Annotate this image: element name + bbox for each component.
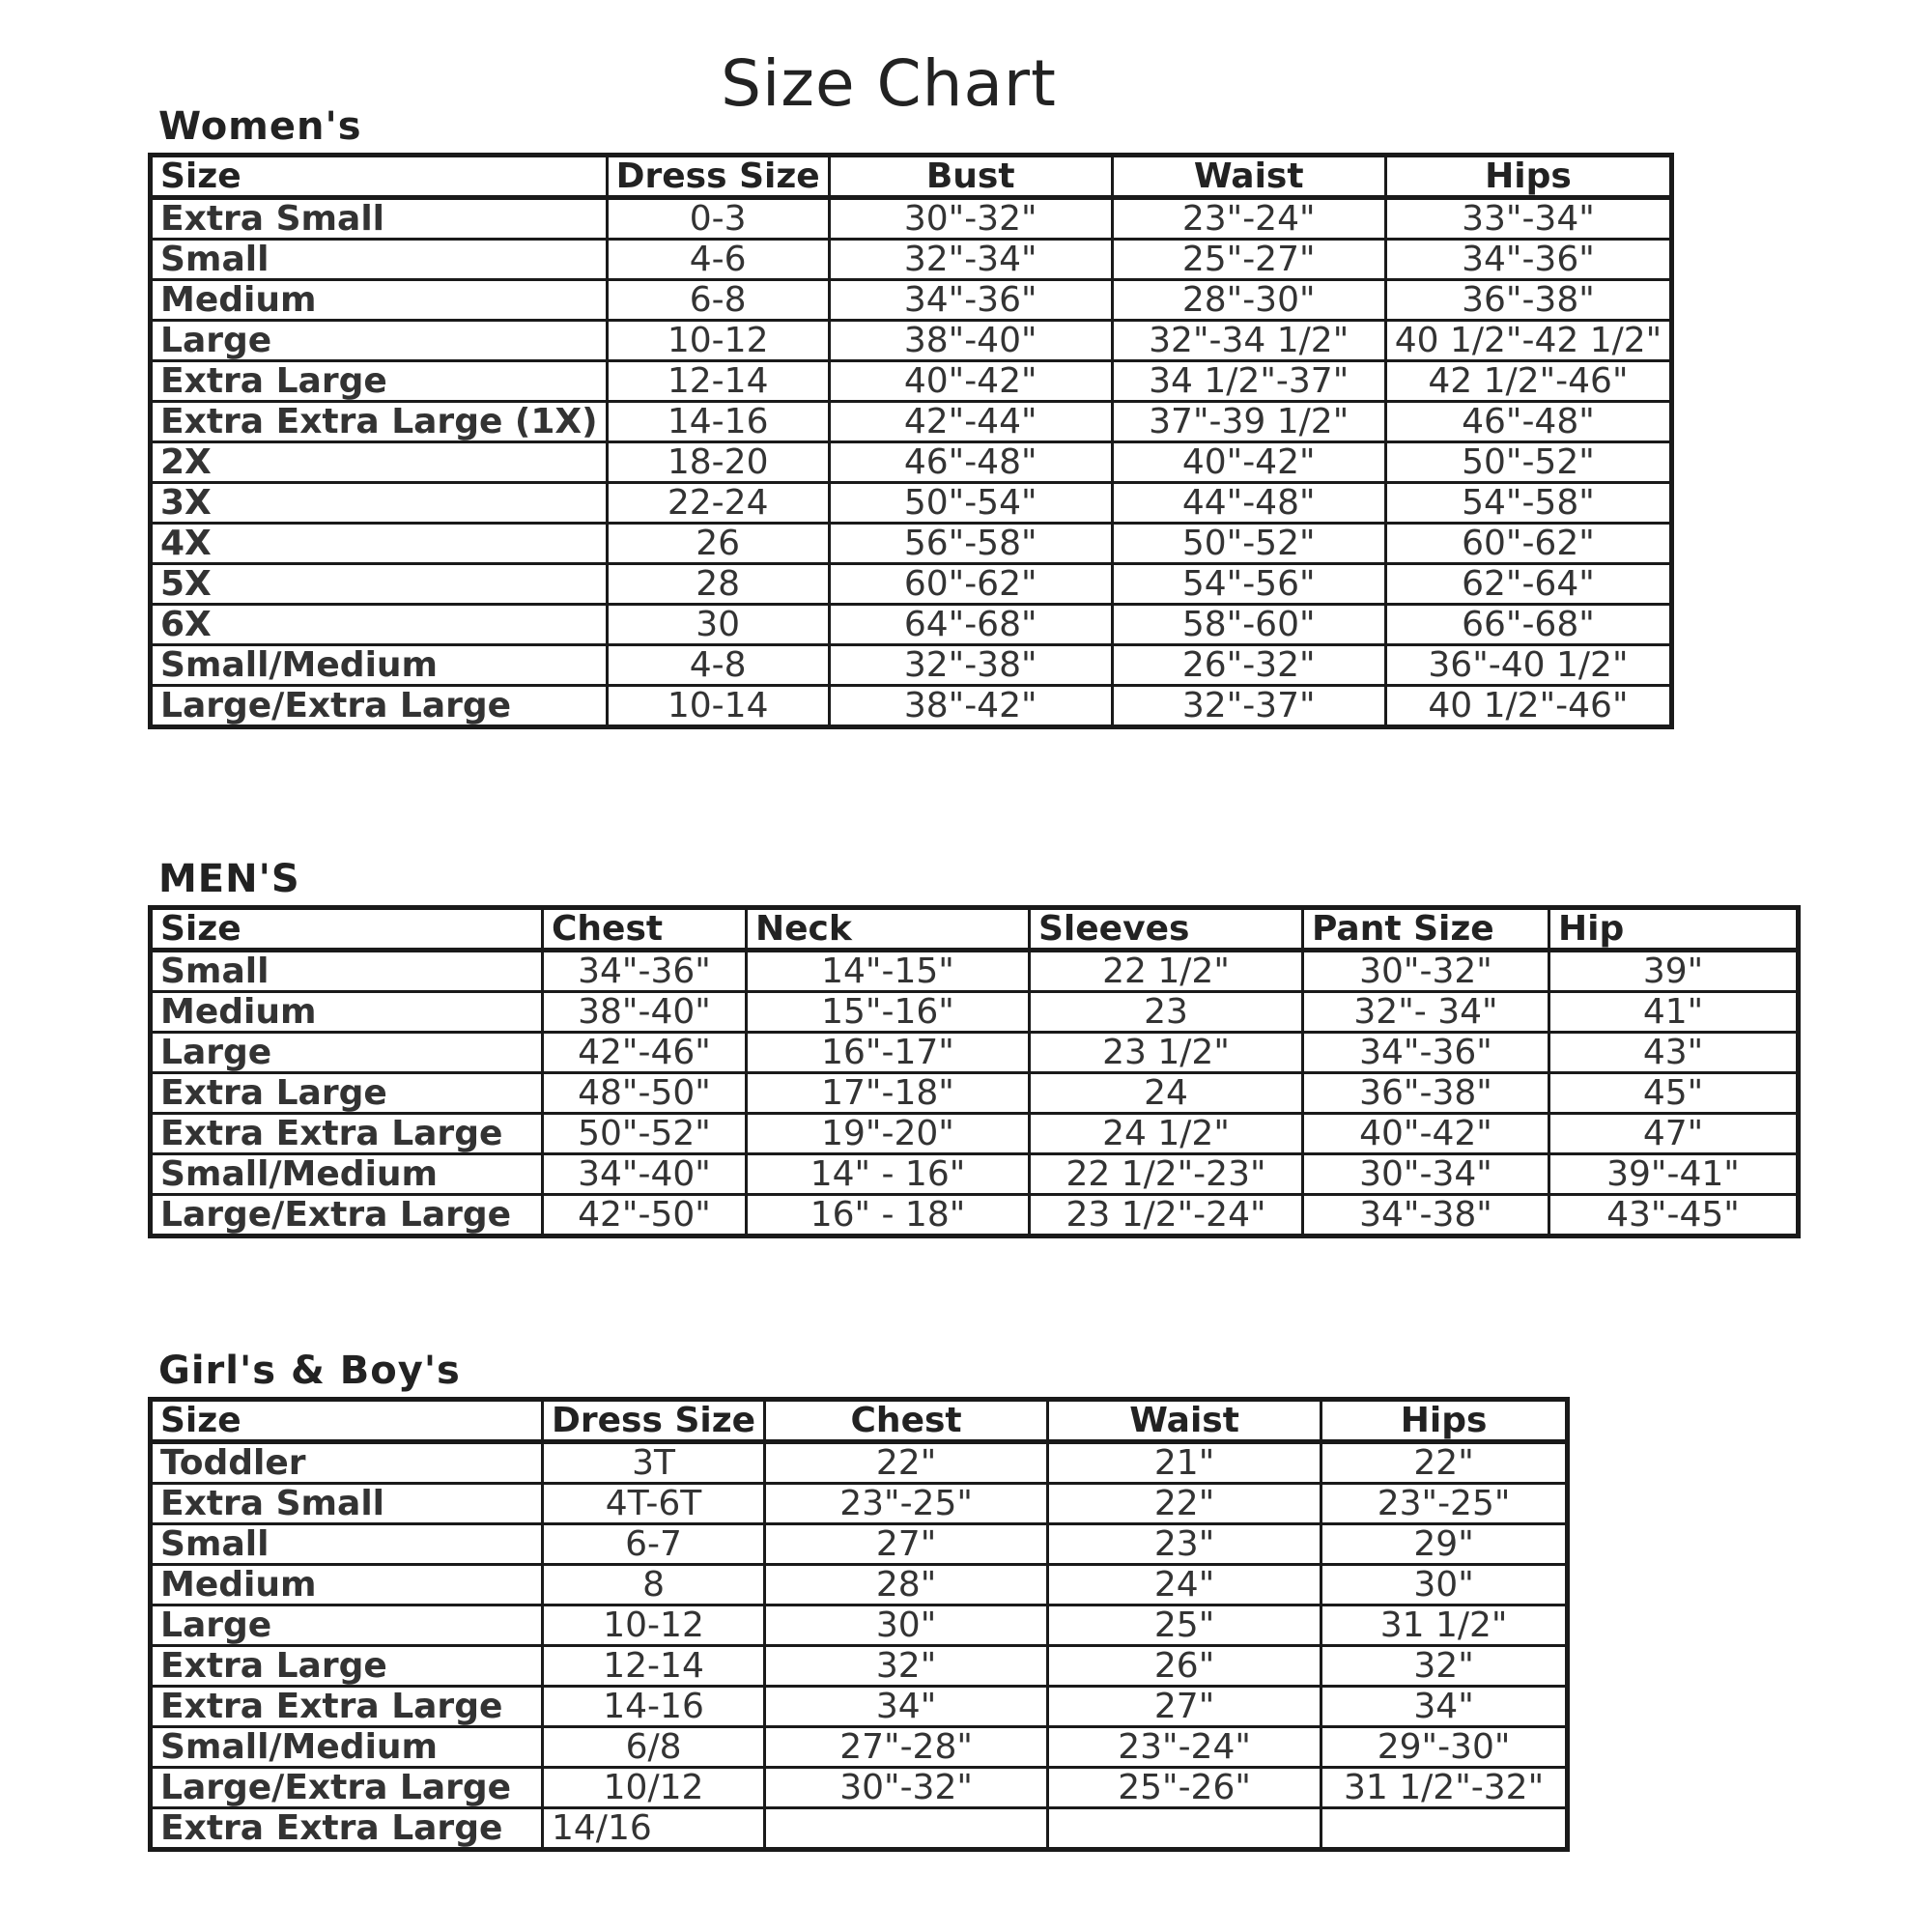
column-header: Waist bbox=[1112, 156, 1385, 198]
column-header: Dress Size bbox=[607, 156, 829, 198]
column-header: Size bbox=[151, 1400, 543, 1442]
measurement-cell: 30"-32" bbox=[829, 198, 1112, 240]
measurement-cell: 32"-34 1/2" bbox=[1112, 321, 1385, 361]
size-label-cell: Extra Large bbox=[151, 1073, 543, 1114]
measurement-cell: 40 1/2"-46" bbox=[1385, 686, 1672, 727]
measurement-cell: 12-14 bbox=[543, 1646, 765, 1687]
kids-size-table bbox=[148, 1397, 1570, 1852]
measurement-cell bbox=[765, 1808, 1048, 1850]
measurement-cell: 48"-50" bbox=[543, 1073, 747, 1114]
measurement-cell: 28" bbox=[765, 1565, 1048, 1605]
measurement-cell: 32"- 34" bbox=[1303, 992, 1549, 1033]
measurement-cell: 18-20 bbox=[607, 442, 829, 483]
womens-heading: Women's bbox=[158, 104, 362, 149]
size-label-cell: Large/Extra Large bbox=[151, 1768, 543, 1808]
measurement-cell: 36"-40 1/2" bbox=[1385, 645, 1672, 686]
size-label-cell: Extra Large bbox=[151, 1646, 543, 1687]
measurement-cell: 32"-34" bbox=[829, 240, 1112, 280]
measurement-cell: 10/12 bbox=[543, 1768, 765, 1808]
kids-heading: Girl's & Boy's bbox=[158, 1349, 461, 1393]
measurement-cell: 32"-38" bbox=[829, 645, 1112, 686]
table-row bbox=[151, 240, 1672, 280]
size-label-cell: Large bbox=[151, 321, 608, 361]
measurement-cell: 23"-25" bbox=[765, 1484, 1048, 1524]
measurement-cell: 23"-24" bbox=[1048, 1727, 1321, 1768]
measurement-cell: 14" - 16" bbox=[747, 1154, 1030, 1195]
table-row bbox=[151, 1114, 1799, 1154]
measurement-cell: 37"-39 1/2" bbox=[1112, 402, 1385, 442]
measurement-cell: 25" bbox=[1048, 1605, 1321, 1646]
measurement-cell: 23"-24" bbox=[1112, 198, 1385, 240]
measurement-cell: 4-8 bbox=[607, 645, 829, 686]
measurement-cell: 27" bbox=[1048, 1687, 1321, 1727]
measurement-cell: 42"-44" bbox=[829, 402, 1112, 442]
measurement-cell: 25"-27" bbox=[1112, 240, 1385, 280]
measurement-cell: 28"-30" bbox=[1112, 280, 1385, 321]
measurement-cell: 10-12 bbox=[607, 321, 829, 361]
table-row bbox=[151, 321, 1672, 361]
measurement-cell: 19"-20" bbox=[747, 1114, 1030, 1154]
table-row bbox=[151, 951, 1799, 992]
size-label-cell: Small/Medium bbox=[151, 1154, 543, 1195]
measurement-cell: 34"-36" bbox=[1303, 1033, 1549, 1073]
measurement-cell: 50"-52" bbox=[1112, 524, 1385, 564]
size-label-cell: Extra Extra Large bbox=[151, 1114, 543, 1154]
column-header: Waist bbox=[1048, 1400, 1321, 1442]
measurement-cell: 22" bbox=[1321, 1442, 1568, 1484]
table-row bbox=[151, 645, 1672, 686]
measurement-cell: 10-12 bbox=[543, 1605, 765, 1646]
column-header: Dress Size bbox=[543, 1400, 765, 1442]
column-header: Chest bbox=[543, 908, 747, 951]
measurement-cell: 58"-60" bbox=[1112, 605, 1385, 645]
measurement-cell: 6-7 bbox=[543, 1524, 765, 1565]
table-row bbox=[151, 1195, 1799, 1236]
measurement-cell: 30"-34" bbox=[1303, 1154, 1549, 1195]
measurement-cell: 46"-48" bbox=[1385, 402, 1672, 442]
measurement-cell: 60"-62" bbox=[829, 564, 1112, 605]
size-label-cell: Extra Small bbox=[151, 198, 608, 240]
measurement-cell: 4T-6T bbox=[543, 1484, 765, 1524]
size-label-cell: Small/Medium bbox=[151, 1727, 543, 1768]
column-header: Bust bbox=[829, 156, 1112, 198]
table-row bbox=[151, 361, 1672, 402]
measurement-cell: 15"-16" bbox=[747, 992, 1030, 1033]
measurement-cell: 23 1/2" bbox=[1030, 1033, 1303, 1073]
table-row bbox=[151, 1524, 1568, 1565]
measurement-cell: 23 bbox=[1030, 992, 1303, 1033]
measurement-cell: 27"-28" bbox=[765, 1727, 1048, 1768]
table-row bbox=[151, 992, 1799, 1033]
table-row bbox=[151, 483, 1672, 524]
measurement-cell: 46"-48" bbox=[829, 442, 1112, 483]
measurement-cell: 22" bbox=[765, 1442, 1048, 1484]
measurement-cell: 36"-38" bbox=[1385, 280, 1672, 321]
table-row bbox=[151, 1687, 1568, 1727]
measurement-cell: 16" - 18" bbox=[747, 1195, 1030, 1236]
table-header-row bbox=[151, 1400, 1568, 1442]
measurement-cell: 43"-45" bbox=[1549, 1195, 1799, 1236]
measurement-cell: 29" bbox=[1321, 1524, 1568, 1565]
column-header: Neck bbox=[747, 908, 1030, 951]
column-header: Sleeves bbox=[1030, 908, 1303, 951]
measurement-cell: 34"-36" bbox=[829, 280, 1112, 321]
measurement-cell: 38"-42" bbox=[829, 686, 1112, 727]
measurement-cell: 33"-34" bbox=[1385, 198, 1672, 240]
measurement-cell: 23 1/2"-24" bbox=[1030, 1195, 1303, 1236]
measurement-cell: 40"-42" bbox=[1303, 1114, 1549, 1154]
measurement-cell: 32" bbox=[1321, 1646, 1568, 1687]
size-label-cell: Extra Extra Large bbox=[151, 1687, 543, 1727]
column-header: Hips bbox=[1385, 156, 1672, 198]
measurement-cell: 32"-37" bbox=[1112, 686, 1385, 727]
table-row bbox=[151, 1484, 1568, 1524]
measurement-cell: 31 1/2"-32" bbox=[1321, 1768, 1568, 1808]
measurement-cell: 44"-48" bbox=[1112, 483, 1385, 524]
measurement-cell: 22 1/2"-23" bbox=[1030, 1154, 1303, 1195]
measurement-cell: 34"-36" bbox=[1385, 240, 1672, 280]
measurement-cell: 34" bbox=[1321, 1687, 1568, 1727]
measurement-cell: 0-3 bbox=[607, 198, 829, 240]
table-row bbox=[151, 564, 1672, 605]
size-label-cell: Medium bbox=[151, 1565, 543, 1605]
table-row bbox=[151, 280, 1672, 321]
table-row bbox=[151, 1808, 1568, 1850]
measurement-cell: 30 bbox=[607, 605, 829, 645]
measurement-cell: 6-8 bbox=[607, 280, 829, 321]
measurement-cell: 50"-54" bbox=[829, 483, 1112, 524]
measurement-cell: 30" bbox=[765, 1605, 1048, 1646]
measurement-cell: 30"-32" bbox=[1303, 951, 1549, 992]
measurement-cell: 28 bbox=[607, 564, 829, 605]
measurement-cell: 60"-62" bbox=[1385, 524, 1672, 564]
measurement-cell: 43" bbox=[1549, 1033, 1799, 1073]
table-row bbox=[151, 1442, 1568, 1484]
measurement-cell: 26"-32" bbox=[1112, 645, 1385, 686]
mens-heading: MEN'S bbox=[158, 857, 300, 901]
measurement-cell: 23" bbox=[1048, 1524, 1321, 1565]
size-label-cell: Small bbox=[151, 951, 543, 992]
measurement-cell: 16"-17" bbox=[747, 1033, 1030, 1073]
measurement-cell: 30"-32" bbox=[765, 1768, 1048, 1808]
table-row bbox=[151, 1768, 1568, 1808]
measurement-cell: 24" bbox=[1048, 1565, 1321, 1605]
column-header: Hip bbox=[1549, 908, 1799, 951]
measurement-cell: 34"-36" bbox=[543, 951, 747, 992]
measurement-cell: 21" bbox=[1048, 1442, 1321, 1484]
column-header: Size bbox=[151, 908, 543, 951]
measurement-cell: 12-14 bbox=[607, 361, 829, 402]
size-label-cell: 2X bbox=[151, 442, 608, 483]
measurement-cell: 39"-41" bbox=[1549, 1154, 1799, 1195]
measurement-cell: 42"-46" bbox=[543, 1033, 747, 1073]
measurement-cell: 14/16 bbox=[543, 1808, 765, 1850]
column-header: Chest bbox=[765, 1400, 1048, 1442]
table-row bbox=[151, 524, 1672, 564]
measurement-cell: 34"-38" bbox=[1303, 1195, 1549, 1236]
size-label-cell: 4X bbox=[151, 524, 608, 564]
size-label-cell: Extra Extra Large bbox=[151, 1808, 543, 1850]
measurement-cell: 40 1/2"-42 1/2" bbox=[1385, 321, 1672, 361]
table-row bbox=[151, 442, 1672, 483]
size-label-cell: Medium bbox=[151, 280, 608, 321]
measurement-cell: 56"-58" bbox=[829, 524, 1112, 564]
measurement-cell: 40"-42" bbox=[829, 361, 1112, 402]
column-header: Size bbox=[151, 156, 608, 198]
measurement-cell: 27" bbox=[765, 1524, 1048, 1565]
measurement-cell: 32" bbox=[765, 1646, 1048, 1687]
measurement-cell: 3T bbox=[543, 1442, 765, 1484]
measurement-cell: 8 bbox=[543, 1565, 765, 1605]
mens-size-table bbox=[148, 905, 1801, 1238]
measurement-cell: 6/8 bbox=[543, 1727, 765, 1768]
measurement-cell: 41" bbox=[1549, 992, 1799, 1033]
measurement-cell: 38"-40" bbox=[829, 321, 1112, 361]
table-row bbox=[151, 1565, 1568, 1605]
size-label-cell: Extra Large bbox=[151, 361, 608, 402]
size-label-cell: Small bbox=[151, 240, 608, 280]
measurement-cell: 45" bbox=[1549, 1073, 1799, 1114]
womens-size-table bbox=[148, 153, 1674, 729]
measurement-cell: 42"-50" bbox=[543, 1195, 747, 1236]
size-label-cell: Small/Medium bbox=[151, 645, 608, 686]
measurement-cell: 42 1/2"-46" bbox=[1385, 361, 1672, 402]
size-label-cell: Small bbox=[151, 1524, 543, 1565]
measurement-cell: 34"-40" bbox=[543, 1154, 747, 1195]
measurement-cell: 54"-56" bbox=[1112, 564, 1385, 605]
size-label-cell: Toddler bbox=[151, 1442, 543, 1484]
size-label-cell: Medium bbox=[151, 992, 543, 1033]
measurement-cell: 26" bbox=[1048, 1646, 1321, 1687]
measurement-cell: 30" bbox=[1321, 1565, 1568, 1605]
measurement-cell: 29"-30" bbox=[1321, 1727, 1568, 1768]
measurement-cell bbox=[1048, 1808, 1321, 1850]
measurement-cell: 50"-52" bbox=[543, 1114, 747, 1154]
measurement-cell: 66"-68" bbox=[1385, 605, 1672, 645]
table-row bbox=[151, 402, 1672, 442]
table-row bbox=[151, 686, 1672, 727]
measurement-cell: 47" bbox=[1549, 1114, 1799, 1154]
measurement-cell: 22" bbox=[1048, 1484, 1321, 1524]
measurement-cell bbox=[1321, 1808, 1568, 1850]
table-row bbox=[151, 198, 1672, 240]
measurement-cell: 24 bbox=[1030, 1073, 1303, 1114]
measurement-cell: 62"-64" bbox=[1385, 564, 1672, 605]
page-title: Size Chart bbox=[721, 46, 1057, 121]
size-label-cell: Large/Extra Large bbox=[151, 686, 608, 727]
measurement-cell: 54"-58" bbox=[1385, 483, 1672, 524]
table-row bbox=[151, 1605, 1568, 1646]
measurement-cell: 31 1/2" bbox=[1321, 1605, 1568, 1646]
measurement-cell: 14-16 bbox=[543, 1687, 765, 1727]
measurement-cell: 22-24 bbox=[607, 483, 829, 524]
measurement-cell: 39" bbox=[1549, 951, 1799, 992]
size-label-cell: Extra Small bbox=[151, 1484, 543, 1524]
measurement-cell: 36"-38" bbox=[1303, 1073, 1549, 1114]
size-label-cell: Large/Extra Large bbox=[151, 1195, 543, 1236]
table-header-row bbox=[151, 156, 1672, 198]
column-header: Hips bbox=[1321, 1400, 1568, 1442]
measurement-cell: 38"-40" bbox=[543, 992, 747, 1033]
measurement-cell: 34" bbox=[765, 1687, 1048, 1727]
measurement-cell: 64"-68" bbox=[829, 605, 1112, 645]
measurement-cell: 10-14 bbox=[607, 686, 829, 727]
measurement-cell: 14"-15" bbox=[747, 951, 1030, 992]
measurement-cell: 17"-18" bbox=[747, 1073, 1030, 1114]
measurement-cell: 23"-25" bbox=[1321, 1484, 1568, 1524]
table-row bbox=[151, 1033, 1799, 1073]
size-label-cell: Large bbox=[151, 1033, 543, 1073]
measurement-cell: 50"-52" bbox=[1385, 442, 1672, 483]
table-header-row bbox=[151, 908, 1799, 951]
measurement-cell: 22 1/2" bbox=[1030, 951, 1303, 992]
size-label-cell: 5X bbox=[151, 564, 608, 605]
measurement-cell: 40"-42" bbox=[1112, 442, 1385, 483]
measurement-cell: 4-6 bbox=[607, 240, 829, 280]
table-row bbox=[151, 1646, 1568, 1687]
size-label-cell: Extra Extra Large (1X) bbox=[151, 402, 608, 442]
measurement-cell: 24 1/2" bbox=[1030, 1114, 1303, 1154]
size-label-cell: Large bbox=[151, 1605, 543, 1646]
measurement-cell: 26 bbox=[607, 524, 829, 564]
column-header: Pant Size bbox=[1303, 908, 1549, 951]
table-row bbox=[151, 605, 1672, 645]
measurement-cell: 34 1/2"-37" bbox=[1112, 361, 1385, 402]
measurement-cell: 14-16 bbox=[607, 402, 829, 442]
table-row bbox=[151, 1073, 1799, 1114]
size-label-cell: 3X bbox=[151, 483, 608, 524]
table-row bbox=[151, 1154, 1799, 1195]
size-label-cell: 6X bbox=[151, 605, 608, 645]
table-row bbox=[151, 1727, 1568, 1768]
measurement-cell: 25"-26" bbox=[1048, 1768, 1321, 1808]
